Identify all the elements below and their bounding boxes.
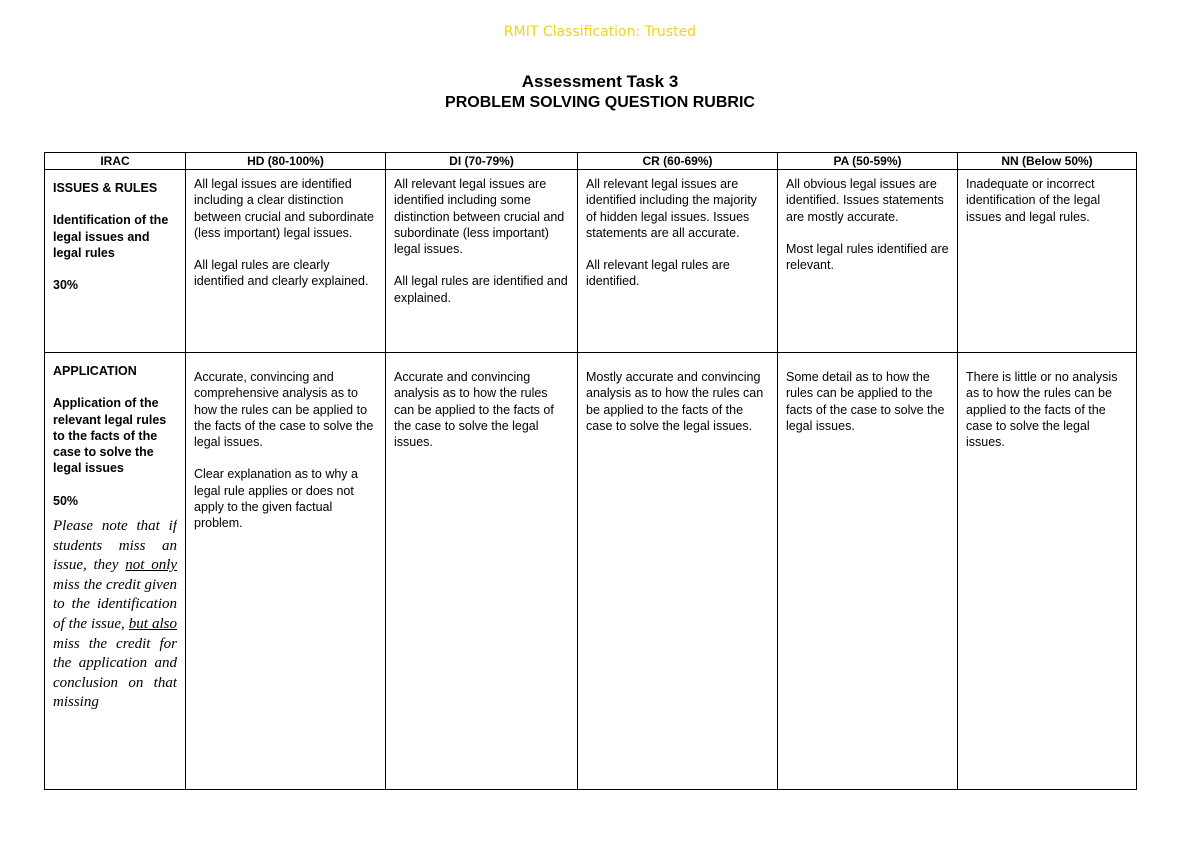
note-part-2: miss the credit given to the identification of the issue,	[53, 576, 177, 633]
note-underline-2: but also	[128, 616, 177, 633]
issues-weight: 30%	[53, 278, 79, 293]
application-pa-cell	[778, 353, 958, 790]
header-cr: CR (60-69%)	[578, 153, 778, 170]
application-cr-cell	[578, 353, 778, 790]
issues-pa-cell	[778, 170, 958, 353]
application-di-text-1: Accurate and convincing analysis as to how the rules can be applied to the facts of the case to solve the legal issues.	[394, 370, 554, 450]
issues-nn-cell	[958, 170, 1137, 353]
issues-pa-text-1: All obvious legal issues are identified. Issues statements are mostly accurate.	[786, 177, 944, 224]
header-di: DI (70-79%)	[386, 153, 578, 170]
application-hd-text-1: Accurate, convincing and comprehensive analysis as to how the rules can be applied to the facts of the case to solve the legal issues.	[194, 370, 374, 450]
issues-cr-text-2: All relevant legal rules are identified.	[586, 258, 730, 289]
document-title: Assessment Task 3	[521, 72, 679, 91]
application-criterion-cell	[45, 353, 186, 790]
issues-cr-text-1: All relevant legal issues are identified including the majority of hidden legal issues. Issues statements are all accurate.	[586, 177, 757, 240]
issues-di-text-2: All legal rules are identified and explained.	[394, 274, 568, 305]
application-title: APPLICATION	[53, 364, 137, 378]
application-nn-text-1: There is little or no analysis as to how the rules can be applied to the facts of the case to solve the legal issues.	[966, 370, 1118, 450]
application-subtitle: Application of the relevant legal rules to the facts of the case to solve the legal issues	[53, 396, 167, 476]
issues-hd-text-1: All legal issues are identified including a clear distinction between crucial and subordinate (less important) legal issues.	[194, 177, 374, 240]
issues-subtitle: Identification of the legal issues and legal rules	[53, 213, 169, 260]
issues-di-cell	[386, 170, 578, 353]
application-nn-cell	[958, 353, 1137, 790]
application-weight: 50%	[53, 493, 79, 508]
header-nn: NN (Below 50%)	[958, 153, 1137, 170]
issues-nn-text-1: Inadequate or incorrect identification of the legal issues and legal rules.	[966, 177, 1101, 224]
application-di-cell	[386, 353, 578, 790]
issues-title: ISSUES & RULES	[53, 181, 158, 195]
note-underline-1: not only	[125, 557, 177, 574]
rubric-header-row	[45, 153, 1137, 170]
note-part-3: miss the credit for the application and conclusion on that missing	[53, 635, 177, 711]
application-cr-text-1: Mostly accurate and convincing analysis as to how the rules can be applied to the facts of the case to solve the legal issues.	[586, 370, 764, 433]
application-hd-cell	[186, 353, 386, 790]
rubric-table	[44, 152, 1137, 790]
issues-pa-text-2: Most legal rules identified are relevant.	[786, 241, 949, 273]
issues-criterion-cell	[45, 170, 186, 353]
document-subtitle: PROBLEM SOLVING QUESTION RUBRIC	[445, 94, 755, 111]
header-pa: PA (50-59%)	[778, 153, 958, 170]
document-title-block	[0, 71, 1200, 113]
application-pa-text-1: Some detail as to how the rules can be applied to the facts of the case to solve the legal issues.	[786, 370, 945, 433]
classification-label: RMIT Classification: Trusted	[503, 24, 697, 40]
header-irac: IRAC	[45, 153, 186, 170]
application-note	[53, 517, 177, 713]
application-hd-text-2: Clear explanation as to why a legal rule applies or does not apply to the given factual problem.	[194, 467, 358, 531]
note-part-1: Please note that if students miss an issue, they	[53, 518, 177, 574]
issues-hd-cell	[186, 170, 386, 353]
header-hd: HD (80-100%)	[186, 153, 386, 170]
issues-hd-text-2: All legal rules are clearly identified and clearly explained.	[194, 258, 369, 289]
issues-rules-row	[45, 170, 1137, 353]
issues-di-text-1: All relevant legal issues are identified including some distinction between crucial and subordinate (less important) legal issues.	[394, 177, 565, 257]
application-row	[45, 353, 1137, 790]
issues-cr-cell	[578, 170, 778, 353]
